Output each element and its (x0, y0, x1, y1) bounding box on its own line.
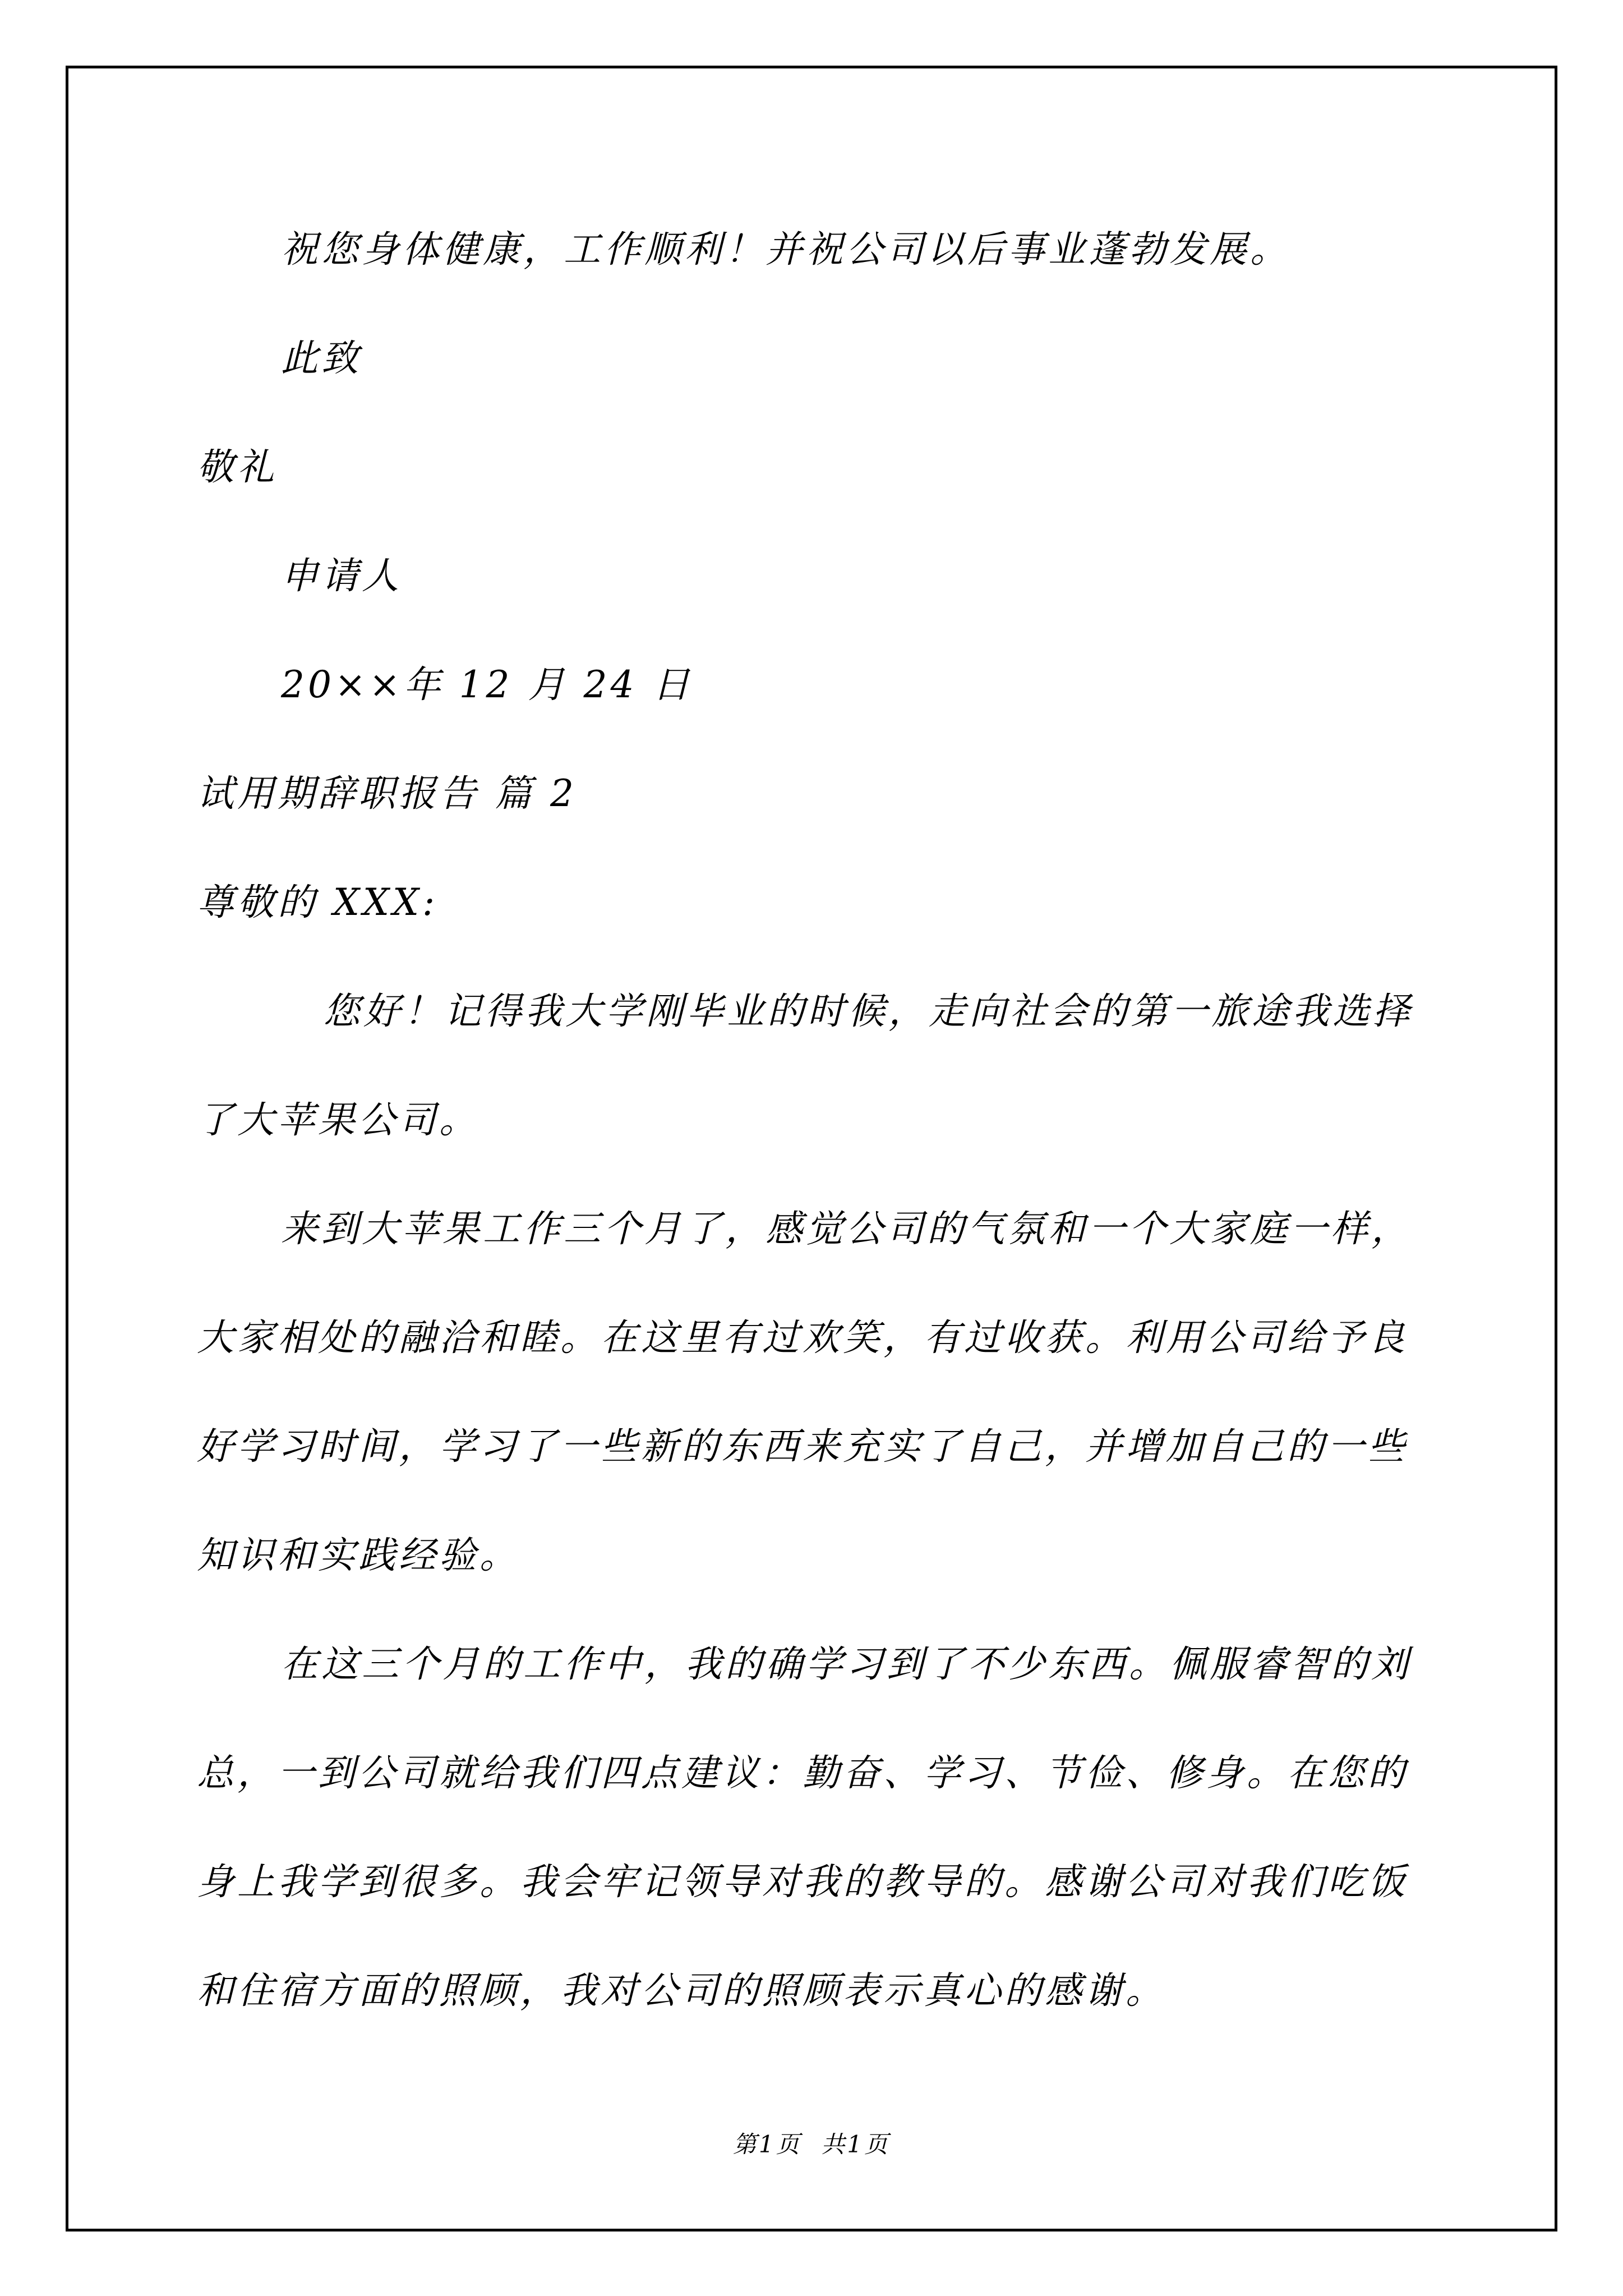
text-line: 和住宿方面的照顾，我对公司的照顾表示真心的感谢。 (197, 1969, 1166, 2012)
text-line: 知识和实践经验。 (197, 1534, 520, 1577)
page-border-frame (66, 66, 1557, 2231)
text-line: 总，一到公司就给我们四点建议：勤奋、学习、节俭、修身。在您的 (197, 1751, 1408, 1795)
text-line: 大家相处的融洽和睦。在这里有过欢笑，有过收获。利用公司给予良 (197, 1316, 1408, 1359)
text-line: 试用期辞职报告 篇 2 (197, 772, 577, 815)
text-line: 敬礼 (197, 445, 278, 489)
text-line: 来到大苹果工作三个月了，感觉公司的气氛和一个大家庭一样， (281, 1207, 1412, 1250)
text-line: 您好！记得我大学刚毕业的时候，走向社会的第一旅途我选择 (323, 990, 1413, 1033)
text-line: 尊敬的 XXX: (197, 881, 439, 924)
text-line: 20××年 12 月 24 日 (281, 663, 693, 706)
text-line: 在这三个月的工作中，我的确学习到了不少东西。佩服睿智的刘 (281, 1642, 1412, 1686)
text-line: 身上我学到很多。我会牢记领导对我的教导的。感谢公司对我们吃饭 (197, 1860, 1408, 1903)
page-footer: 第1页 共1页 (732, 2131, 891, 2158)
text-line: 了大苹果公司。 (197, 1098, 479, 1142)
text-line: 申请人 (281, 554, 402, 597)
text-line: 祝您身体健康，工作顺利！并祝公司以后事业蓬勃发展。 (281, 228, 1290, 271)
document-body (68, 68, 1555, 2045)
text-line: 此致 (281, 337, 362, 380)
text-line: 好学习时间，学习了一些新的东西来充实了自己，并增加自己的一些 (197, 1425, 1408, 1468)
